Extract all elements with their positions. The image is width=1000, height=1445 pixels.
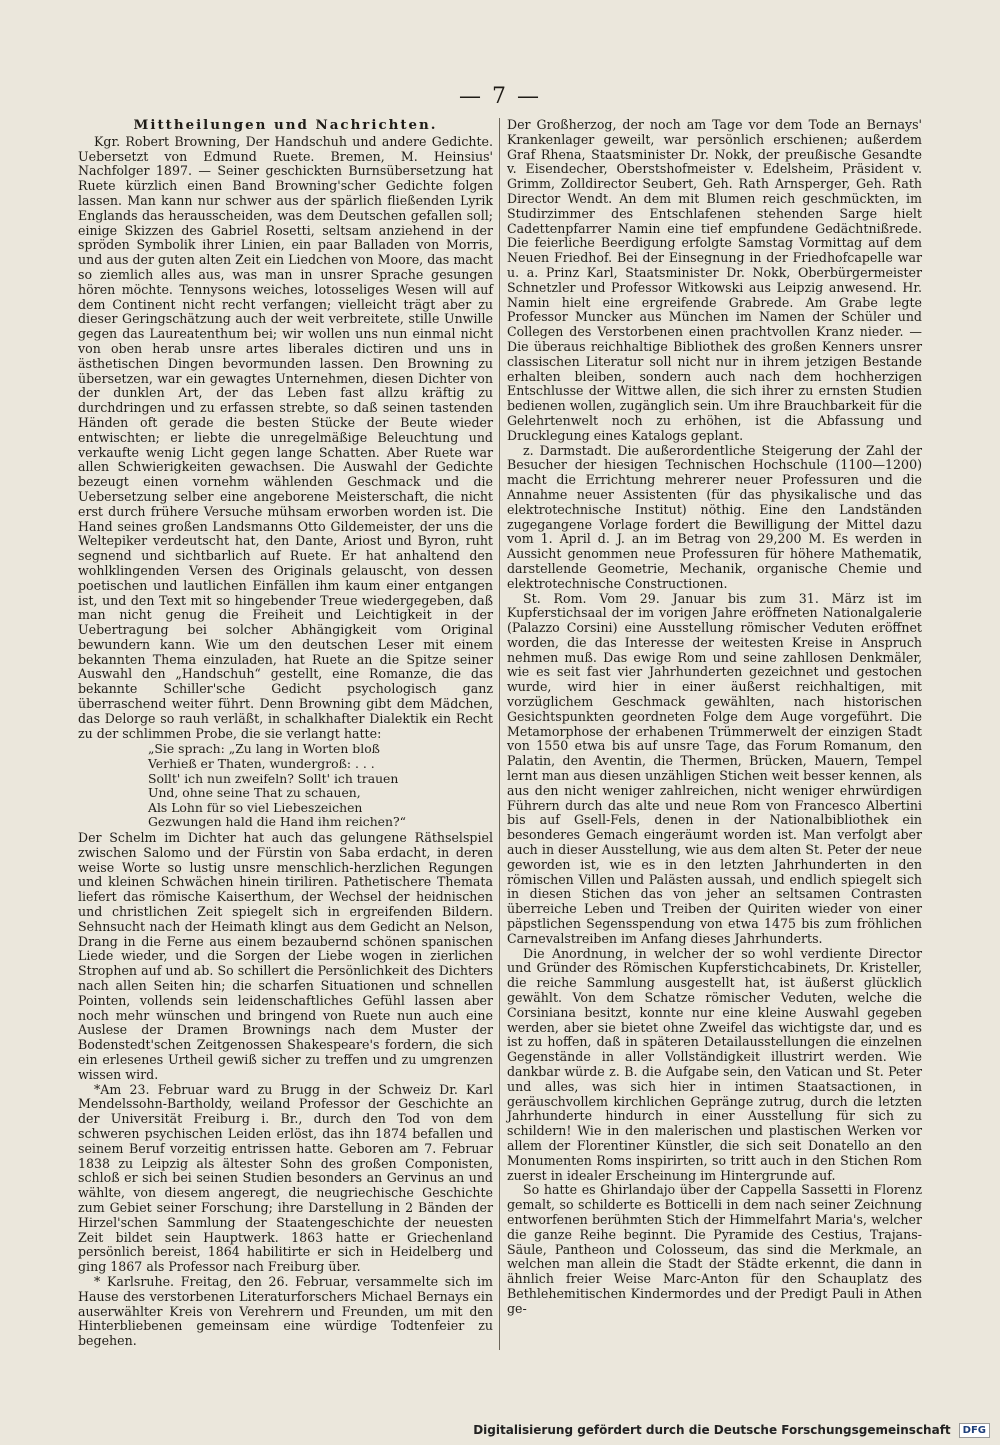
right-column	[507, 118, 922, 1317]
article-browning-cont: Der Schelm im Dichter hat auch das gelungene Räthselspiel zwischen Salomo und der Fürstin von Saba erdacht, in deren weise Worte so lustig unsre menschlich-herzlichen Regungen und kleinen Schwächen hinein tiriliren. Pathetischere Themata liefert das römische Kaiserthum, der Wechsel der heidnischen und christlichen Zeit spiegelt sich in ergreifenden Bildern. Sehnsucht nach der Heimath klingt aus dem Gedicht an Nelson, Drang in die Ferne aus einem bezaubernd schönen spanischen Liede wieder, und die Sorgen der Liebe wogen in zierlichen Strophen auf und ab. So schillert die Persönlichkeit des Dichters nach allen Seiten hin; die scharfen Situationen und schnellen Pointen, vollends sein leidenschaftliches Gefühl lassen aber noch mehr wünschen und bringend von Ruete nun auch eine Auslese der Dramen Brownings nach dem Muster der Bodenstedt'schen Zeitgenossen Shakespeare's fordern, die sich ein erlesenes Urtheil gewiß sicher zu treffen und zu umgrenzen wissen wird.	[78, 830, 493, 1082]
article-rom: St. Rom. Vom 29. Januar bis zum 31. März ist im Kupferstichsaal der im vorigen Jahre eröffneten Nationalgalerie (Palazzo Corsini) eine Ausstellung römischer Veduten eröffnet worden, die das Interesse der weitesten Kreise in Anspruch nehmen muß. Das ewige Rom und seine zahllosen Denkmäler, wie es seit fast vier Jahrhunderten gezeichnet und gestochen wurde, wird hier in einer äußerst reichhaltigen, mit vorzüglichem Geschmack gewählten, nach historischen Gesichtspunkten geordneten Folge dem Auge vorgeführt. Die Metamorphose der erhabenen Trümmerwelt der einzigen Stadt von 1550 etwa bis auf unsre Tage, das Forum Romanum, den Palatin, den Aventin, die Thermen, Brücken, Mauern, Tempel lernt man aus diesen unzähligen Stichen weit besser kennen, als aus den nicht weniger zahlreichen, nicht weniger ehrwürdigen Führern durch das alte und neue Rom von Francesco Albertini bis auf Gsell-Fels, denen in der Nationalbibliothek ein besonderes Gemach eingeräumt worden ist. Man verfolgt aber auch in dieser Ausstellung, wie aus dem alten St. Peter der neue geworden ist, wie es in den letzten Jahrhunderten in den römischen Villen und Palästen aussah, und endlich spiegelt sich in diesen Stichen das von jeher an seltsamen Contrasten überreiche Leben und Treiben der Quiriten wieder von einer päpstlichen Segensspendung von etwa 1475 bis zum fröhlichen Carnevalstreiben im Anfang dieses Jahrhunderts.	[507, 590, 922, 946]
section-title: Mittheilungen und Nachrichten.	[133, 117, 438, 133]
dfg-logo: DFG	[959, 1423, 990, 1438]
left-column	[78, 118, 493, 1349]
article-browning: Kgr. Robert Browning, Der Handschuh und andere Gedichte. Uebersetzt von Edmund Ruete. Bremen, M. Heinsius' Nachfolger 1897. — Seiner geschickten Burnsübersetzung hat Ruete kürzlich einen Band Browning'scher Gedichte folgen lassen. Man kann nur schwer aus der spärlich fließenden Lyrik Englands das herausscheiden, was dem Deutschen gefallen soll; einige Skizzen des Gabriel Rosetti, seltsam anziehend in der spröden Symbolik ihrer Linien, ein paar Balladen von Morris, und aus der guten alten Zeit ein Liedchen von Moore, das macht so ziemlich alles aus, was man in unsrer Sprache gesungen hören möchte. Tennysons weiches, lotosseliges Wesen will auf dem Continent nicht recht verfangen; vielleicht trägt aber zu dieser Geringschätzung auch der weit verbreitete, stille Unwille gegen das Laureatenthum bei; wir wollen uns nun einmal nicht von oben herab unsre artes liberales dictiren und uns in ästhetischen Dingen bevormunden lassen. Den Browning zu übersetzen, war ein gewagtes Unternehmen, diesen Dichter von der dunklen Art, der das Leben fast allzu kräftig zu durchdringen und zu erfassen strebte, so daß seinen tastenden Händen oft gerade die besten Stücke der Beute wieder entwischten; er liebte die unregelmäßige Beleuchtung und verkaufte wenig Licht gegen lange Schatten. Aber Ruete war allen Schwierigkeiten gewachsen. Die Auswahl der Gedichte bezeugt einen vornehm wählenden Geschmack und die Uebersetzung selber eine angeborene Meisterschaft, die nicht erst durch frühere Versuche mühsam erworben worden ist. Die Hand seines großen Landsmanns Otto Gildemeister, der uns die Weltepiker verdeutscht hat, den Dante, Ariost und Byron, ruht segnend und sichtbarlich auf Ruete. Er hat anhaltend den wohlklingenden Versen des Originals gelauscht, von dessen poetischen und lautlichen Einfällen ihm kaum einer entgangen ist, und den Text mit so hingebender Treue wiedergegeben, daß man nicht genug die Freiheit und Leichtigkeit in der Uebertragung bei solcher Abhängigkeit vom Original bewundern kann. Wie um den deutschen Leser mit einem bekannten Thema einzuladen, hat Ruete an die Spitze seiner Auswahl den „Handschuh“ gestellt, eine Romanze, die das bekannte Schiller'sche Gedicht psychologisch ganz überraschend weiter führt. Denn Browning gibt dem Mädchen, das Delorge so rauh verläßt, in schalkhafter Dialektik ein Recht zu der schlimmen Probe, die sie verlangt hatte:	[78, 133, 493, 741]
page-number: — 7 —	[459, 84, 541, 109]
poem-line: Und, ohne seine That zu schauen,	[148, 785, 361, 801]
article-darmstadt: z. Darmstadt. Die außerordentliche Steigerung der Zahl der Besucher der hiesigen Technischen Hochschule (1100—1200) macht die Errichtung mehrerer neuer Professuren und die Annahme neuer Assistenten (für das physikalische und das elektrotechnische Institut) nöthig. Eine den Landständen zugegangene Vorlage fordert die Bewilligung der Mittel dazu vom 1. April d. J. an im Betrag von 29,200 M. Es werden in Aussicht genommen neue Professuren für höhere Mathematik, darstellende Geometrie, Mechanik, organische Chemie und elektrotechnische Constructionen.	[507, 442, 922, 591]
poem-line: Gezwungen hald die Hand ihm reichen?“	[148, 814, 406, 830]
poem-line: Als Lohn für so viel Liebeszeichen	[148, 799, 363, 815]
footer-bar	[0, 1415, 1000, 1445]
article-karlsruhe-cont: Der Großherzog, der noch am Tage vor dem Tode an Bernays' Krankenlager geweilt, war persönlich erschienen; außerdem Graf Rhena, Staatsminister Dr. Nokk, der preußische Gesandte v. Eisendecher, Oberstshofmeister v. Edelsheim, Präsident v. Grimm, Zolldirector Seubert, Geh. Rath Arnsperger, Geh. Rath Director Wendt. An dem mit Blumen reich geschmückten, im Studirzimmer des Entschlafenen stehenden Sarge hielt Cadettenpfarrer Namin eine tief empfundene Gedächtnißrede. Die feierliche Beerdigung erfolgte Samstag Vormittag auf dem Neuen Friedhof. Bei der Einsegnung in der Friedhofcapelle war u. a. Prinz Karl, Staatsminister Dr. Nokk, Oberbürgermeister Schnetzler und Professor Witkowski aus Leipzig anwesend. Hr. Namin hielt eine ergreifende Grabrede. Am Grabe legte Professor Muncker aus München im Namen der Schüler und Collegen des Verstorbenen einen prachtvollen Kranz nieder. — Die überaus reichhaltige Bibliothek des großen Kenners unsrer classischen Literatur soll nicht nur in ihrem jetzigen Bestande erhalten bleiben, sondern auch nach dem hochherzigen Entschlusse der Wittwe allen, die sich ihrer zu ernsten Studien bedienen wollen, zugänglich sein. Um ihre Brauchbarkeit für die Gelehrtenwelt noch zu erhöhen, ist die Abfassung und Drucklegung eines Katalogs geplant.	[507, 117, 922, 443]
article-mendelssohn: *Am 23. Februar ward zu Brugg in der Schweiz Dr. Karl Mendelssohn-Bartholdy, weiland Professor der Geschichte an der Universität Freiburg i. Br., durch den Tod von dem schweren psychischen Leiden erlöst, das ihn 1874 befallen und seinem Beruf vorzeitig entrissen hatte. Geboren am 7. Februar 1838 zu Leipzig als ältester Sohn des großen Componisten, schloß er sich bei seinen Studien besonders an Gervinus an und wählte, von diesem angeregt, die neugriechische Geschichte zum Gebiet seiner Forschung; ihre Darstellung in 2 Bänden der Hirzel'schen Sammlung der Staatengeschichte der neuesten Zeit bildet sein Hauptwerk. 1863 hatte er Griechenland persönlich bereist, 1864 habilitirte er sich in Heidelberg und ging 1867 als Professor nach Freiburg über.	[78, 1081, 493, 1275]
footer-credit: Digitalisierung gefördert durch die Deutsche Forschungsgemeinschaft	[473, 1423, 951, 1437]
poem-line: Sollt' ich nun zweifeln? Sollt' ich trauen	[148, 770, 399, 786]
poem-line: Verhieß er Thaten, wundergroß: . . .	[148, 756, 375, 772]
column-divider	[499, 118, 500, 1350]
article-rom-anordnung: Die Anordnung, in welcher der so wohl verdiente Director und Gründer des Römischen Kupferstichcabinets, Dr. Kristeller, die reiche Sammlung ausgestellt hat, ist äußerst glücklich gewählt. Von dem Schatze römischer Veduten, welche die Corsiniana besitzt, konnte nur eine kleine Auswahl gegeben werden, aber sie bietet ohne Zweifel das wichtigste dar, und es ist zu hoffen, daß in späteren Detailausstellungen die einzelnen Gegenstände in aller Vollständigkeit illustrirt werden. Wie dankbar würde z. B. die Aufgabe sein, den Vatican und St. Peter und alles, was sich hier in intimen Staatsactionen, in geräuschvollem kirchlichen Gepränge zutrug, durch die letzten Jahrhunderte hindurch in einer Ausstellung für sich zu schildern! Wie in den malerischen und plastischen Werken vor allem der Florentiner Künstler, die sich seit Donatello an den Monumenten Roms inspirirten, so tritt auch in den Stichen Rom zuerst in idealer Erscheinung im Hintergrunde auf.	[507, 945, 922, 1183]
article-karlsruhe: * Karlsruhe. Freitag, den 26. Februar, versammelte sich im Hause des verstorbenen Literaturforschers Michael Bernays ein auserwählter Kreis von Verehrern und Freunden, um mit den Hinterbliebenen gemeinsam eine würdige Todtenfeier zu begehen.	[78, 1273, 493, 1349]
poem-quote	[148, 742, 493, 830]
poem-line: „Sie sprach: „Zu lang in Worten bloß	[148, 741, 380, 757]
article-rom-ghirlandajo: So hatte es Ghirlandajo über der Cappella Sassetti in Florenz gemalt, so schilderte es Botticelli in dem nach seiner Zeichnung entworfenen berühmten Stich der Himmelfahrt Maria's, welcher die ganze Reihe beginnt. Die Pyramide des Cestius, Trajans-Säule, Pantheon und Colosseum, das sind die Merkmale, an welchen man allein die Stadt der Städte erkennt, die dann in ähnlich freier Weise Marc-Anton für den Schauplatz des Bethlehemitischen Kindermordes und der Predigt Pauli in Athen ge-	[507, 1182, 922, 1316]
